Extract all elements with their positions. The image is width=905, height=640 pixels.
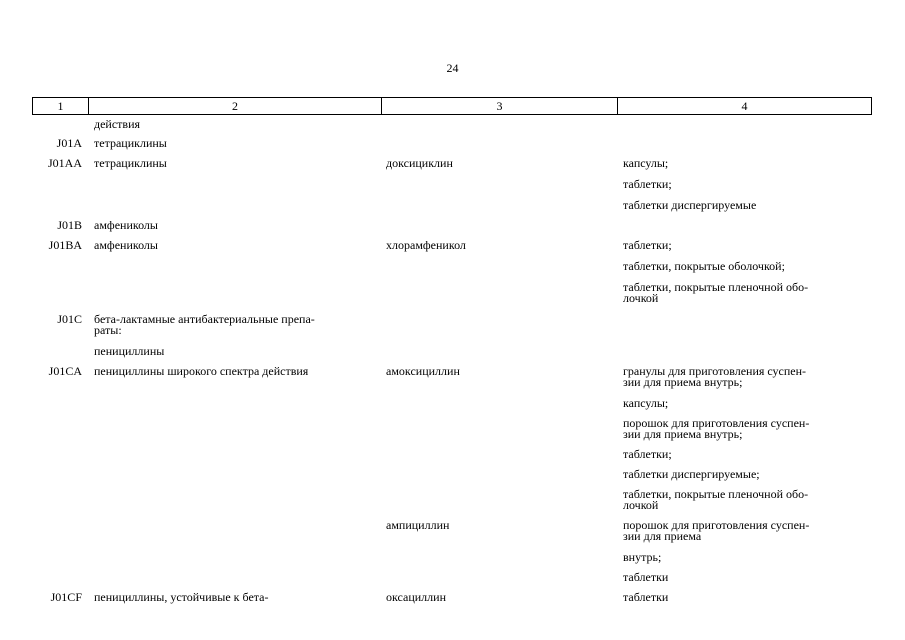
- dosage-form: зии для приема внутрь;: [623, 427, 743, 441]
- group-description: амфениколы: [94, 238, 158, 252]
- atc-code: J01CA: [48, 364, 82, 378]
- atc-code: J01C: [57, 312, 82, 326]
- group-description: раты:: [94, 323, 122, 337]
- dosage-form: таблетки, покрытые пленочной обо-: [623, 280, 809, 294]
- dosage-form: внутрь;: [623, 550, 662, 564]
- group-description: тетрациклины: [94, 136, 167, 150]
- page-number: 24: [446, 61, 459, 75]
- group-description: пенициллины широкого спектра действия: [94, 364, 309, 378]
- atc-code: J01CF: [50, 590, 82, 604]
- group-description: амфениколы: [94, 218, 158, 232]
- dosage-form: зии для приема: [623, 529, 702, 543]
- drug-name: ампициллин: [386, 518, 450, 532]
- atc-code: J01A: [56, 136, 82, 150]
- dosage-form: таблетки;: [623, 447, 672, 461]
- dosage-form: порошок для приготовления суспен-: [623, 518, 810, 532]
- group-description: тетрациклины: [94, 156, 167, 170]
- dosage-form: капсулы;: [623, 396, 669, 410]
- dosage-form: таблетки;: [623, 177, 672, 191]
- dosage-form: таблетки;: [623, 238, 672, 252]
- atc-code: J01AA: [47, 156, 82, 170]
- dosage-form: зии для приема внутрь;: [623, 375, 743, 389]
- dosage-form: таблетки диспергируемые;: [623, 467, 760, 481]
- dosage-form: лочкой: [623, 498, 659, 512]
- group-description: пенициллины: [94, 344, 165, 358]
- dosage-form: капсулы;: [623, 156, 669, 170]
- drug-name: амоксициллин: [386, 364, 460, 378]
- dosage-form: таблетки: [623, 590, 669, 604]
- continued-description: действия: [94, 117, 141, 131]
- dosage-form: таблетки, покрытые оболочкой;: [623, 259, 785, 273]
- drug-name: доксициклин: [386, 156, 453, 170]
- group-description: пенициллины, устойчивые к бета-: [94, 590, 269, 604]
- header-col-3: 3: [382, 98, 618, 114]
- dosage-form: лочкой: [623, 291, 659, 305]
- dosage-form: порошок для приготовления суспен-: [623, 416, 810, 430]
- table-header: [32, 97, 872, 115]
- drug-name: хлорамфеникол: [386, 238, 466, 252]
- atc-code: J01BA: [48, 238, 82, 252]
- header-col-2: 2: [89, 98, 382, 114]
- dosage-form: гранулы для приготовления суспен-: [623, 364, 807, 378]
- header-col-4: 4: [741, 99, 748, 113]
- dosage-form: таблетки, покрытые пленочной обо-: [623, 487, 809, 501]
- header-col-1: 1: [33, 98, 89, 114]
- atc-code: J01B: [57, 218, 82, 232]
- group-description: бета-лактамные антибактериальные препа-: [94, 312, 315, 326]
- dosage-form: таблетки диспергируемые: [623, 198, 757, 212]
- drug-name: оксациллин: [386, 590, 446, 604]
- dosage-form: таблетки: [623, 570, 669, 584]
